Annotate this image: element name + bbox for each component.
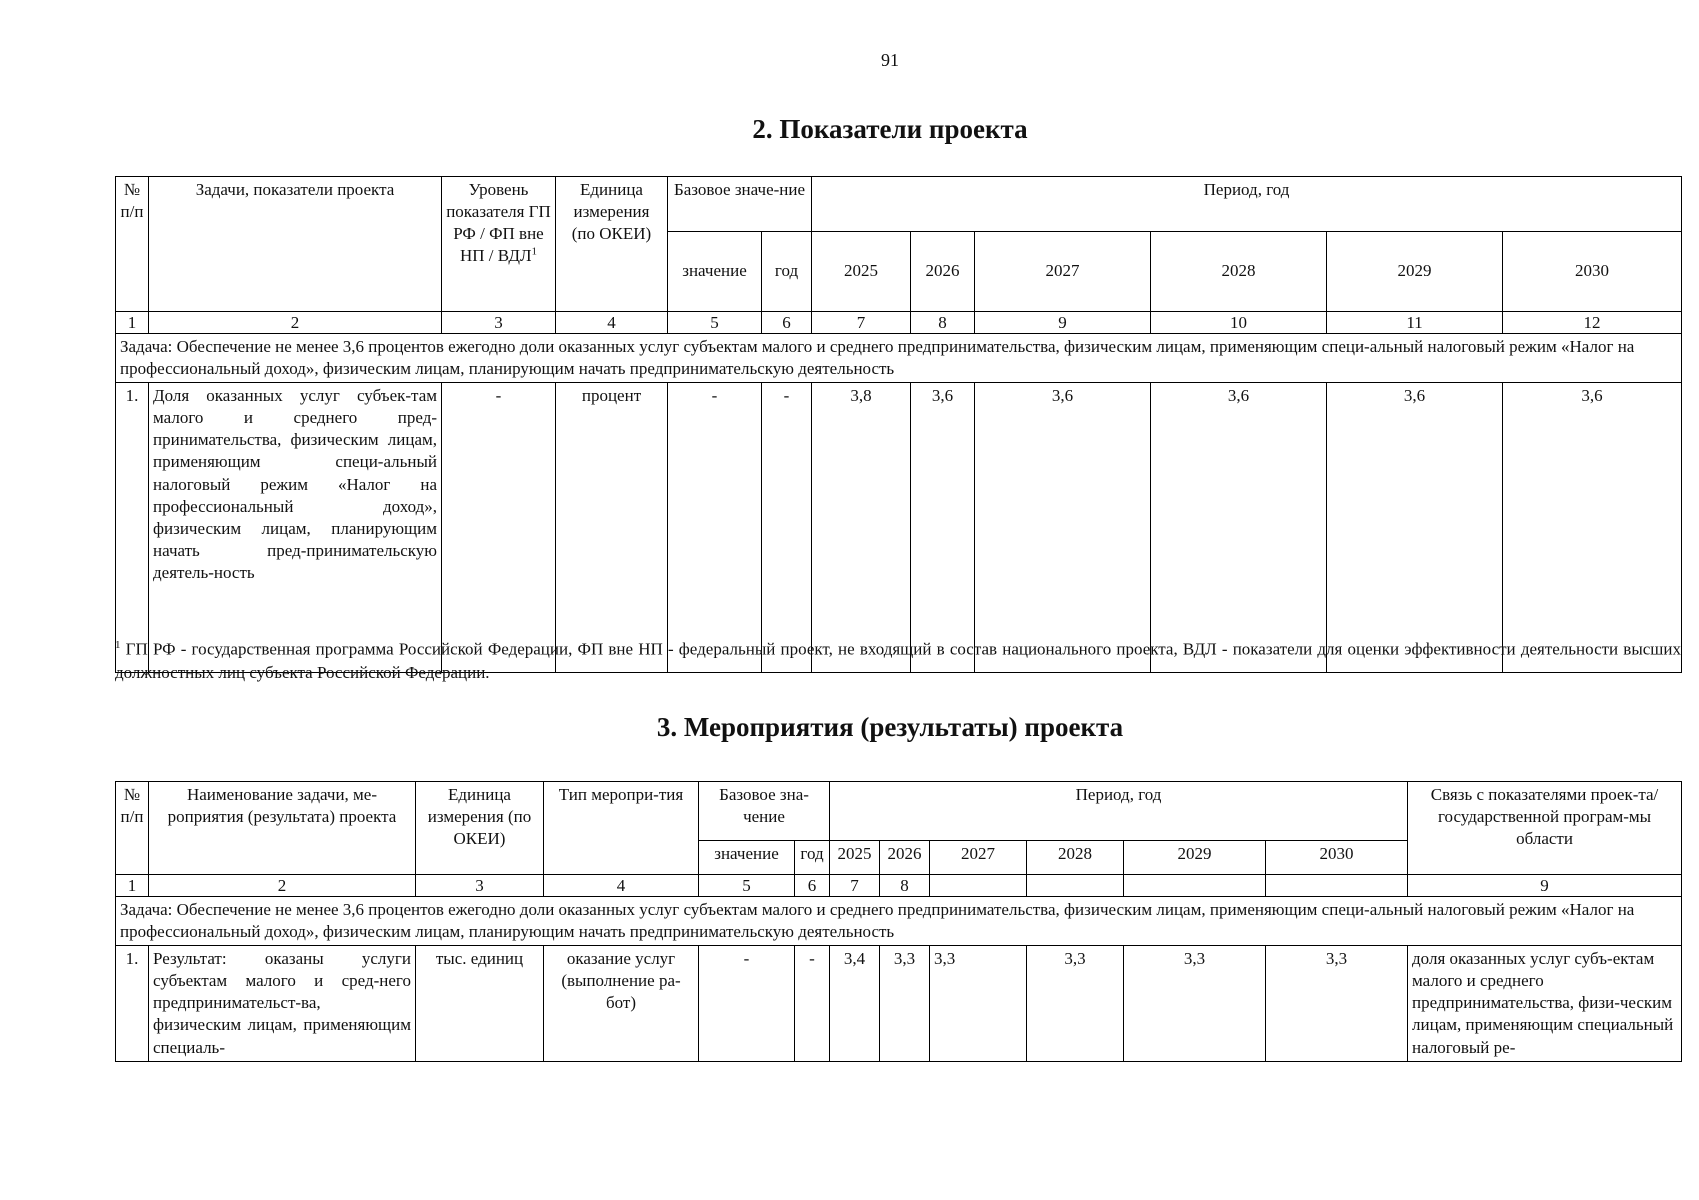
header-value: значение [699,841,795,875]
header-year-2025: 2025 [830,841,880,875]
header-type: Тип меропри-тия [544,782,699,875]
row-value-2026: 3,3 [880,946,930,1061]
row-indicator-name: Доля оказанных услуг субъек-там малого и среднего пред-принимательства, физическим лицам, применяющим специ-альный налоговый режим «Налог на профессиональный доход», физическим лицам, планирующим начать пред-принимательскую деятель-ность [149,383,442,673]
page-number: 91 [881,50,899,70]
col-number: 3 [416,875,544,897]
col-number: 7 [830,875,880,897]
col-number: 6 [795,875,830,897]
header-num: № п/п [116,782,149,875]
col-number: 8 [880,875,930,897]
task-description: Задача: Обеспечение не менее 3,6 процентов ежегодно доли оказанных услуг субъектам малого и среднего предпринимательства, физическим лицам, применяющим специ-альный налоговый режим «Налог на профессиональный доход», физическим лицам, планирующим начать предпринимательскую деятельность [116,334,1682,383]
col-number: 2 [149,875,416,897]
col-number: 4 [556,312,668,334]
row-unit: процент [556,383,668,673]
col-number: 5 [699,875,795,897]
task-description: Задача: Обеспечение не менее 3,6 процентов ежегодно доли оказанных услуг субъектам малого и среднего предпринимательства, физическим лицам, применяющим специ-альный налоговый режим «Налог на профессиональный доход», физическим лицам, планирующим начать предпринимательскую деятельность [116,897,1682,946]
header-period: Период, год [812,177,1682,232]
col-number: 2 [149,312,442,334]
col-number: 12 [1503,312,1682,334]
row-link: доля оказанных услуг субъ-ектам малого и среднего предпринимательства, физи-ческим лицам, применяющим специальный налоговый ре- [1408,946,1682,1061]
header-base: Базовое значе-ние [668,177,812,232]
col-number: 1 [116,312,149,334]
col-number: 9 [1408,875,1682,897]
col-number [1266,875,1408,897]
header-year-2029: 2029 [1327,232,1503,312]
col-number: 1 [116,875,149,897]
row-value-2030: 3,3 [1266,946,1408,1061]
header-year-2027: 2027 [930,841,1027,875]
header-year-2028: 2028 [1151,232,1327,312]
col-number: 7 [812,312,911,334]
header-link: Связь с показателями проек-та/государственной програм-мы области [1408,782,1682,875]
col-number: 10 [1151,312,1327,334]
row-value-2025: 3,4 [830,946,880,1061]
row-value-2029: 3,6 [1327,383,1503,673]
header-level: Уровень показателя ГП РФ / ФП вне НП / ВДЛ$^1$ [442,177,556,312]
header-num: № п/п [116,177,149,312]
table-row [116,946,1682,1061]
col-number [1027,875,1124,897]
col-number: 3 [442,312,556,334]
row-value-2030: 3,6 [1503,383,1682,673]
header-year-2030: 2030 [1503,232,1682,312]
row-level: - [442,383,556,673]
header-name: Наименование задачи, ме-роприятия (результата) проекта [149,782,416,875]
header-unit: Единица измерения (по ОКЕИ) [416,782,544,875]
header-year-2030: 2030 [1266,841,1408,875]
header-value: значение [668,232,762,312]
row-value-2027: 3,6 [975,383,1151,673]
row-num: 1. [116,383,149,673]
header-year-2026: 2026 [911,232,975,312]
col-number: 11 [1327,312,1503,334]
column-numbers-row [116,312,1682,334]
header-year: год [795,841,830,875]
row-result-name: Результат: оказаны услуги субъектам малого и сред-него предпринимательст-ва, физическим лицам, применяющим специаль- [149,946,416,1061]
footnote-text: ГП РФ - государственная программа Российской Федерации, ФП вне НП - федеральный проект, не входящий в состав национального проекта, ВДЛ - показатели для оценки эффективности деятельности высших должностных лиц субъекта Российской Федерации. [115,639,1681,682]
header-base: Базовое зна-чение [699,782,830,841]
col-number: 4 [544,875,699,897]
section-title-results: 3. Мероприятия (результаты) проекта [656,712,1124,742]
column-numbers-row [116,875,1682,897]
task-row [116,334,1682,383]
header-row-1 [116,177,1682,232]
indicators-table [115,176,1682,673]
header-unit: Единица измерения (по ОКЕИ) [556,177,668,312]
row-type: оказание услуг (выполнение ра-бот) [544,946,699,1061]
footnote-marker: 1 [115,639,121,651]
header-task: Задачи, показатели проекта [149,177,442,312]
row-value-2028: 3,3 [1027,946,1124,1061]
col-number: 5 [668,312,762,334]
row-value-2025: 3,8 [812,383,911,673]
col-number [1124,875,1266,897]
col-number: 8 [911,312,975,334]
header-row-1 [116,782,1682,841]
row-value-2027: 3,3 [930,946,1027,1061]
col-number [930,875,1027,897]
header-year-2027: 2027 [975,232,1151,312]
table-row [116,383,1682,673]
header-year-2028: 2028 [1027,841,1124,875]
col-number: 9 [975,312,1151,334]
row-base-year: - [795,946,830,1061]
row-num: 1. [116,946,149,1061]
row-base-value: - [668,383,762,673]
row-base-value: - [699,946,795,1061]
header-year: год [762,232,812,312]
row-base-year: - [762,383,812,673]
row-value-2029: 3,3 [1124,946,1266,1061]
row-value-2026: 3,6 [911,383,975,673]
row-unit: тыс. единиц [416,946,544,1061]
col-number: 6 [762,312,812,334]
row-value-2028: 3,6 [1151,383,1327,673]
footnote [115,638,1681,685]
results-table [115,781,1682,1062]
header-period: Период, год [830,782,1408,841]
section-title-indicators: 2. Показатели проекта [752,114,1028,144]
header-year-2029: 2029 [1124,841,1266,875]
header-year-2025: 2025 [812,232,911,312]
header-year-2026: 2026 [880,841,930,875]
task-row [116,897,1682,946]
